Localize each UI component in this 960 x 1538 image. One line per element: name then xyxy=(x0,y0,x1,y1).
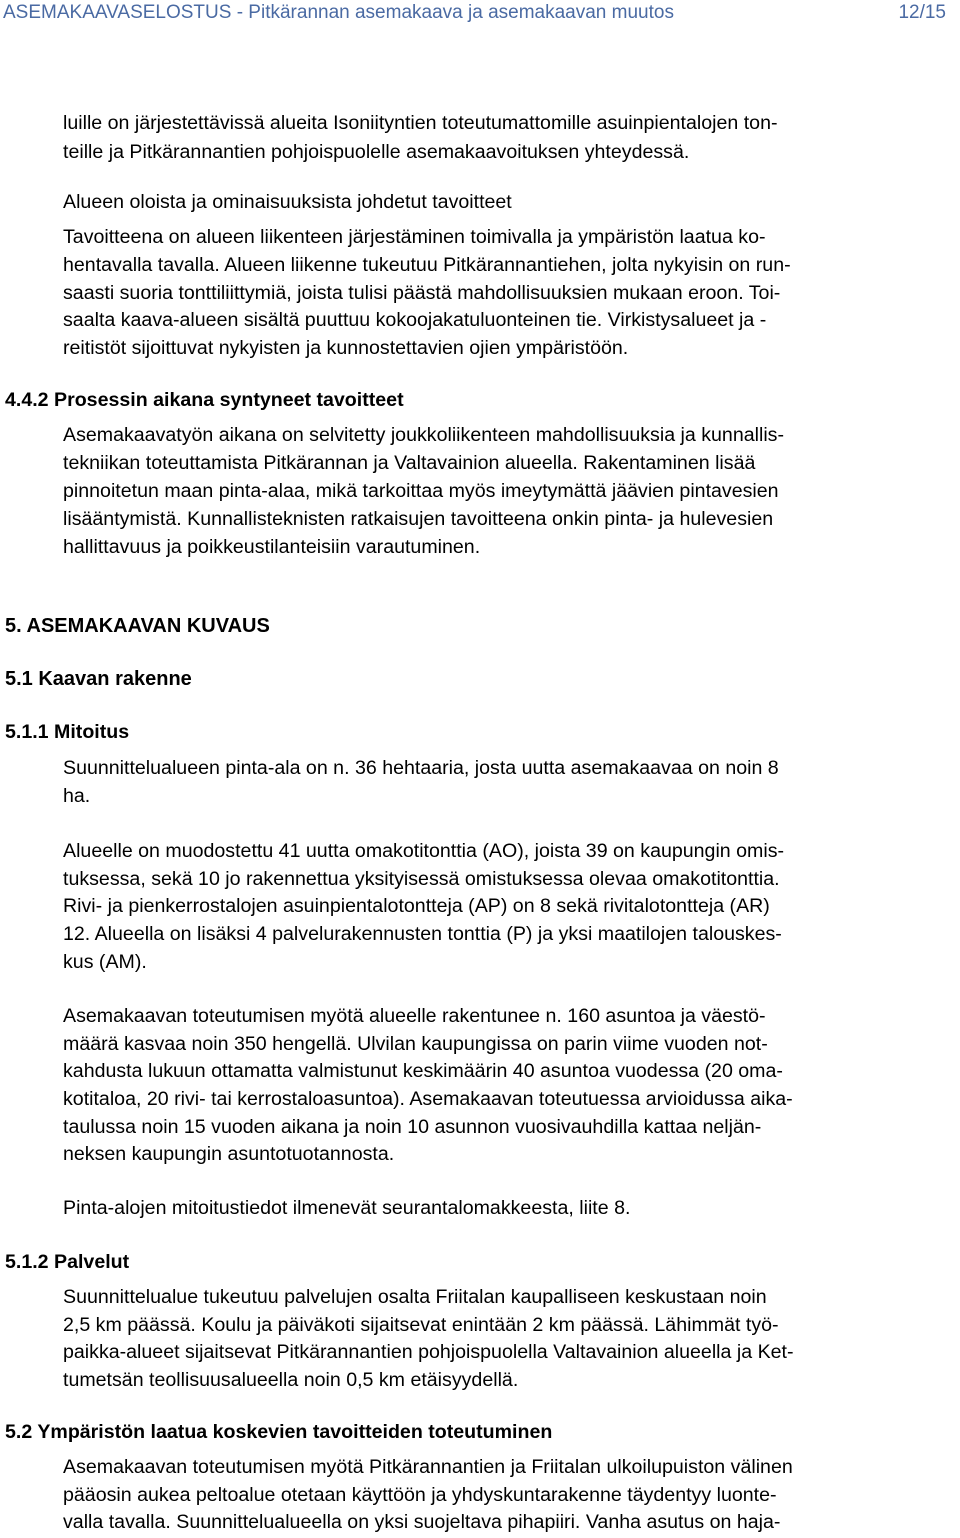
section-heading: 4.4.2 Prosessin aikana syntyneet tavoitteet xyxy=(5,389,404,411)
paragraph-line: saalta kaava-alueen sisältä puuttuu kokoojakatuluonteinen tie. Virkistysalueet ja - xyxy=(63,309,767,331)
paragraph-line: kahdusta lukuun ottamatta valmistunut keskimäärin 40 asuntoa vuodessa (20 oma- xyxy=(63,1060,783,1082)
paragraph-line: valla tavalla. Suunnittelualueella on yksi suojeltava pihapiiri. Vanha asutus on haja- xyxy=(63,1511,781,1533)
paragraph-line: hallittavuus ja poikkeustilanteisiin varautuminen. xyxy=(63,536,481,558)
paragraph-line: Asemakaavatyön aikana on selvitetty joukkoliikenteen mahdollisuuksia ja kunnallis- xyxy=(63,424,785,446)
chapter-heading: 5. ASEMAKAAVAN KUVAUS xyxy=(5,615,270,637)
paragraph-line: hentavalla tavalla. Alueen liikenne tukeutuu Pitkärannantiehen, jolta nykyisin on run- xyxy=(63,254,791,276)
paragraph-line: Asemakaavan toteutumisen myötä alueelle rakentunee n. 160 asuntoa ja väestö- xyxy=(63,1005,766,1027)
paragraph-line: Suunnittelualueen pinta-ala on n. 36 hehtaaria, josta uutta asemakaavaa on noin 8 xyxy=(63,757,779,779)
paragraph-line: Pinta-alojen mitoitustiedot ilmenevät seurantalomakkeesta, liite 8. xyxy=(63,1197,631,1219)
paragraph-line: paikka-alueet sijaitsevat Pitkärannantien pohjoispuolella Valtavainion alueella ja Ket- xyxy=(63,1341,794,1363)
paragraph-line: 12. Alueella on lisäksi 4 palvelurakennusten tonttia (P) ja yksi maatilojen talouskes- xyxy=(63,923,782,945)
paragraph-line: pinnoitetun maan pinta-alaa, mikä tarkoittaa myös imeytymättä jäävien pintavesien xyxy=(63,480,779,502)
document-title: ASEMAKAAVASELOSTUS - Pitkärannan asemakaava ja asemakaavan muutos xyxy=(3,2,674,23)
paragraph-line: kus (AM). xyxy=(63,951,147,973)
paragraph-line: Rivi- ja pienkerrostalojen asuinpientalotontteja (AP) on 8 sekä rivitalotontteja (AR) xyxy=(63,895,770,917)
paragraph-line: tekniikan toteuttamista Pitkärannan ja Valtavainion alueella. Rakentaminen lisää xyxy=(63,452,756,474)
paragraph-line: Asemakaavan toteutumisen myötä Pitkärannantien ja Friitalan ulkoilupuiston välinen xyxy=(63,1456,793,1478)
paragraph-line: kotitaloa, 20 rivi- tai kerrostaloasuntoa). Asemakaavan toteutuessa arvioidussa aika- xyxy=(63,1088,793,1110)
page-number: 12/15 xyxy=(898,2,946,23)
paragraph-line: lisääntymistä. Kunnallisteknisten ratkaisujen tavoitteena onkin pinta- ja hulevesien xyxy=(63,508,774,530)
paragraph-line: Alueelle on muodostettu 41 uutta omakotitonttia (AO), joista 39 on kaupungin omis- xyxy=(63,840,785,862)
page-header xyxy=(0,0,960,27)
paragraph-line: Suunnittelualue tukeutuu palvelujen osalta Friitalan kaupalliseen keskustaan noin xyxy=(63,1286,767,1308)
subsection-heading: 5.1.2 Palvelut xyxy=(5,1251,130,1273)
section-heading: 5.1 Kaavan rakenne xyxy=(5,668,192,690)
paragraph-line: luille on järjestettävissä alueita Isoniityntien toteutumattomille asuinpientalojen ton- xyxy=(63,112,778,134)
paragraph-line: taulussa noin 15 vuoden aikana ja noin 10 asunnon vuosivauhdilla kattaa neljän- xyxy=(63,1116,762,1138)
section-heading: 5.2 Ympäristön laatua koskevien tavoitteiden toteutuminen xyxy=(5,1421,553,1443)
paragraph-line: Tavoitteena on alueen liikenteen järjestäminen toimivalla ja ympäristön laatua ko- xyxy=(63,226,766,248)
paragraph-line: teille ja Pitkärannantien pohjoispuolelle asemakaavoituksen yhteydessä. xyxy=(63,141,690,163)
subsection-heading: 5.1.1 Mitoitus xyxy=(5,721,130,743)
paragraph-line: pääosin aukea peltoalue otetaan käyttöön ja yhdyskuntarakenne täydentyy luonte- xyxy=(63,1484,777,1506)
paragraph-line: ha. xyxy=(63,785,91,807)
paragraph-line: 2,5 km päässä. Koulu ja päiväkoti sijaitsevat enintään 2 km päässä. Lähimmät työ- xyxy=(63,1314,779,1336)
paragraph-line: määrä kasvaa noin 350 hengellä. Ulvilan kaupungissa on parin viime vuoden not- xyxy=(63,1033,768,1055)
paragraph-line: tumetsän teollisuusalueella noin 0,5 km etäisyydellä. xyxy=(63,1369,519,1391)
paragraph-line: saasti suoria tonttiliittymiä, joista tulisi päästä mahdollisuuksien mukaan eroon. Toi- xyxy=(63,282,781,304)
paragraph-line: reitistöt sijoittuvat nykyisten ja kunnostettavien ojien ympäristöön. xyxy=(63,337,629,359)
subheading: Alueen oloista ja ominaisuuksista johdetut tavoitteet xyxy=(63,191,512,213)
paragraph-line: tuksessa, sekä 10 jo rakennettua yksityisessä omistuksessa olevaa omakotitonttia. xyxy=(63,868,780,890)
paragraph-line: neksen kaupungin asuntotuotannosta. xyxy=(63,1143,395,1165)
